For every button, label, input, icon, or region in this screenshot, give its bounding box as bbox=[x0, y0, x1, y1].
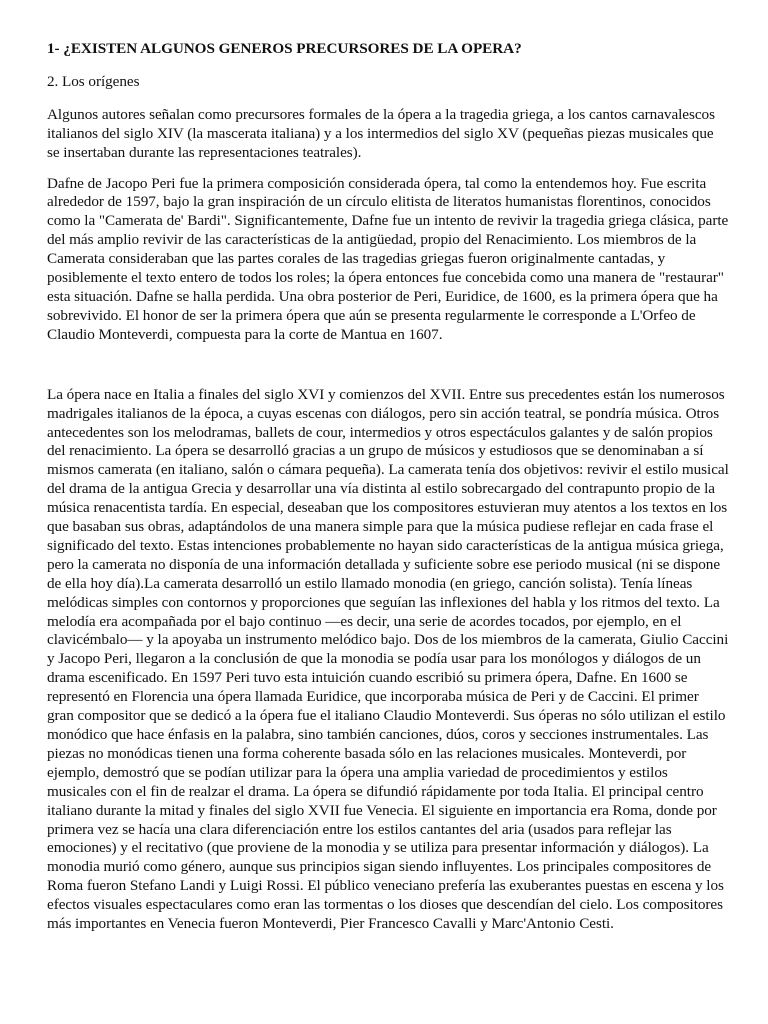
section-subheading: 2. Los orígenes bbox=[47, 72, 140, 90]
paragraph-dafne: Dafne de Jacopo Peri fue la primera composición considerada ópera, tal como la entendemos hoy. Fue escrita alrededor de 1597, bajo la gran inspiración de un círculo elitista de literatos humanistas florentinos, conocidos como la "Camerata de' Bardi". Significantemente, Dafne fue un intento de revivir la tragedia griega clásica, parte del más amplio revivir de las características de la antigüedad, propio del Renacimiento. Los miembros de la Camerata consideraban que las partes corales de las tragedias griegas fueron originalmente cantadas, y posiblemente el texto entero de todos los roles; la ópera entonces fue concebida como una manera de "restaurar" esta situación. Dafne se halla perdida. Una obra posterior de Peri, Euridice, de 1600, es la primera ópera que ha sobrevivido. El honor de ser la primera ópera que aún se presenta regularmente le corresponde a L'Orfeo de Claudio Monteverdi, compuesta para la corte de Mantua en 1607. bbox=[47, 174, 729, 343]
paragraph-opera-nace: La ópera nace en Italia a finales del siglo XVI y comienzos del XVII. Entre sus precedentes están los numerosos madrigales italianos de la época, a cuyas escenas con diálogos, pero sin acción teatral, se pondría música. Otros antecedentes son los melodramas, ballets de cour, intermedios y otros espectáculos galantes y de salón propios del renacimiento. La ópera se desarrolló gracias a un grupo de músicos y estudiosos que se denominaban a sí mismos camerata (en italiano, salón o cámara pequeña). La camerata tenía dos objetivos: revivir el estilo musical del drama de la antigua Grecia y desarrollar una vía distinta al estilo sobrecargado del contrapunto propio de la música renacentista tardía. En especial, deseaban que los compositores estuvieran muy atentos a los textos en los que basaban sus obras, adaptándolos de una manera simple para que la música pudiese reflejar en cada frase el significado del texto. Estas intenciones probablemente no hayan sido características de la antigua música griega, pero la camerata no disponía de una información detallada y suficiente sobre ese periodo musical (ni se dispone de ella hoy día).La camerata desarrolló un estilo llamado monodia (en griego, canción solista). Tenía líneas melódicas simples con contornos y proporciones que seguían las inflexiones del habla y los ritmos del texto. La melodía era acompañada por el bajo continuo —es decir, una serie de acordes tocados, por ejemplo, en el clavicémbalo— y la apoyaba un instrumento melódico bajo. Dos de los miembros de la camerata, Giulio Caccini y Jacopo Peri, llegaron a la conclusión de que la monodia se podía usar para los monólogos y diálogos de un drama escenificado. En 1597 Peri tuvo esta intuición cuando escribió su primera ópera, Dafne. En 1600 se representó en Florencia una ópera llamada Euridice, que incorporaba música de Peri y de Caccini. El primer gran compositor que se dedicó a la ópera fue el italiano Claudio Monteverdi. Sus óperas no sólo utilizan el estilo monódico que hace énfasis en la palabra, sino también canciones, dúos, coros y secciones instrumentales. Las piezas no monódicas tienen una forma coherente basada sólo en las relaciones musicales. Monteverdi, por ejemplo, demostró que se podían utilizar para la ópera una amplia variedad de procedimientos y estilos musicales con el fin de realzar el drama. La ópera se difundió rápidamente por toda Italia. El principal centro italiano durante la mitad y finales del siglo XVII fue Venecia. El siguiente en importancia era Roma, donde por primera vez se hacía una clara diferenciación entre los estilos cantantes del aria (usados para reflejar las emociones) y el recitativo (que proviene de la monodia y se utiliza para presentar información y diálogos). La monodia murió como género, aunque sus principios sigan siendo influyentes. Los principales compositores de Roma fueron Stefano Landi y Luigi Rossi. El público veneciano prefería las exuberantes puestas en escena y los efectos visuales espectaculares como eran las tormentas o los dioses que descendían del cielo. Los compositores más importantes en Venecia fueron Monteverdi, Pier Francesco Cavalli y Marc'Antonio Cesti. bbox=[47, 385, 729, 933]
paragraph-precursores: Algunos autores señalan como precursores formales de la ópera a la tragedia griega, a los cantos carnavalescos italianos del siglo XIV (la mascerata italiana) y a los intermedios del siglo XV (pequeñas piezas musicales que se insertaban durante las representaciones teatrales). bbox=[47, 105, 715, 161]
document-heading: 1- ¿EXISTEN ALGUNOS GENEROS PRECURSORES DE LA OPERA? bbox=[47, 40, 522, 57]
document-page bbox=[47, 40, 729, 934]
paragraph-spacer bbox=[47, 357, 729, 386]
